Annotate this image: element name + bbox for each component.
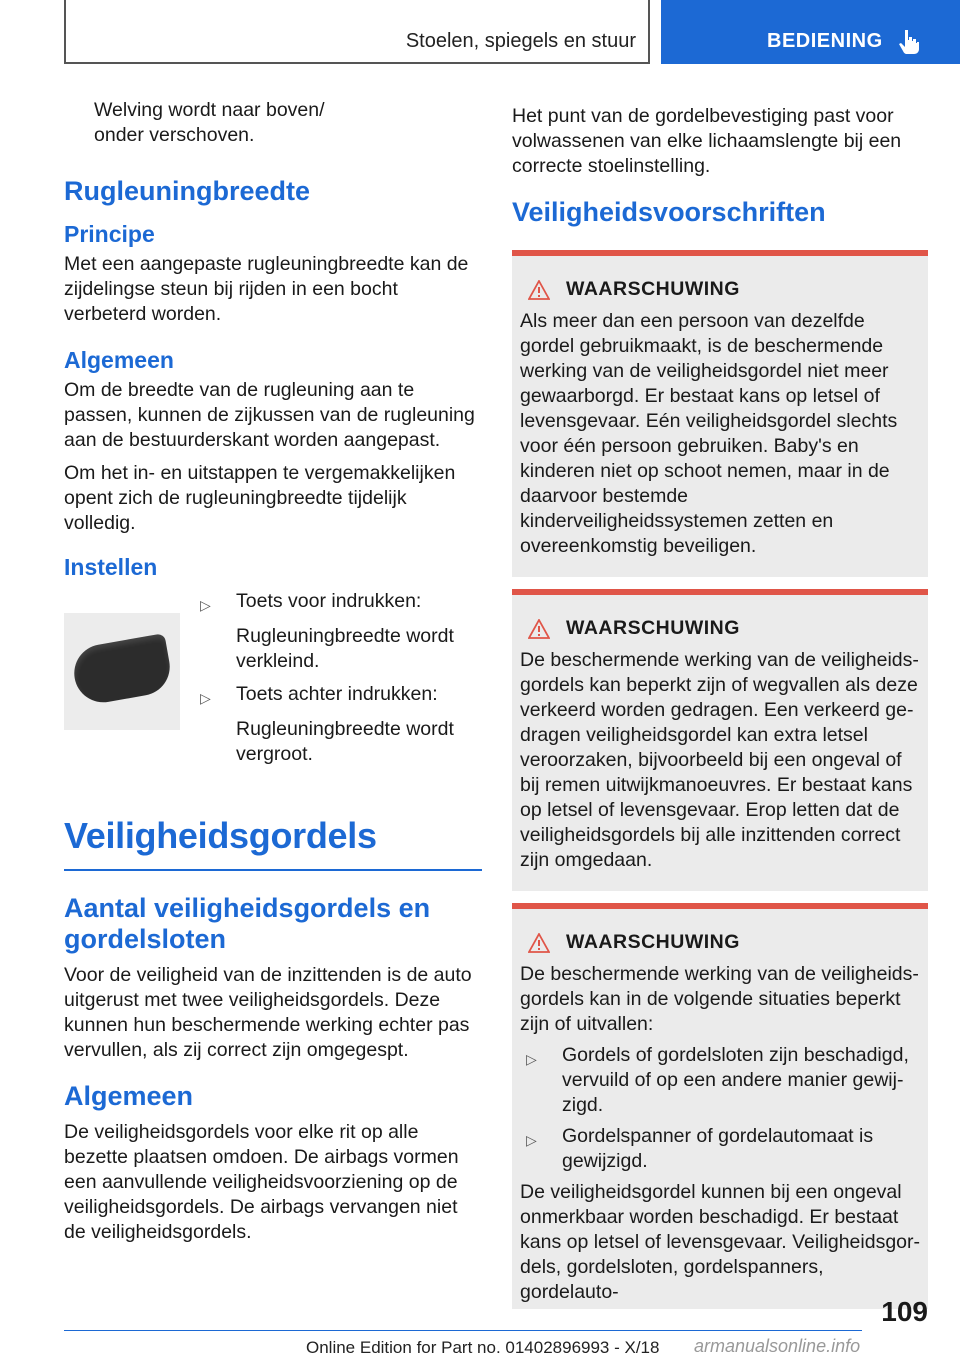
header-section-title: Stoelen, spiegels en stuur (405, 30, 636, 52)
heading-algemeen: Algemeen (64, 347, 174, 373)
triangle-bullet-icon: ▷ (526, 1132, 537, 1148)
instellen-block (64, 589, 482, 775)
heading-rugleuningbreedte: Rugleuningbreedte (64, 176, 311, 206)
list-item-sub: Rugleuningbreedte wordt vergroot. (236, 718, 454, 765)
list-item-text: Gordelspanner of gordelautomaat is gewijzigd. (562, 1125, 874, 1172)
seat-button-image (64, 613, 180, 730)
warning-triangle-icon (528, 280, 550, 300)
list-item (526, 1124, 920, 1174)
triangle-bullet-icon: ▷ (200, 690, 211, 706)
header-chapter-tab[interactable] (661, 0, 960, 64)
warning-triangle-icon (528, 933, 550, 953)
algemeen-2-text: De veiligheidsgordels voor elke rit op alle bezette plaatsen omdoen. De airbags vormen een aanvullende veiligheidsvoorziening op de veiligheidsgordels. De airbags vervangen niet de veiligheidsgordels. (64, 1121, 459, 1243)
list-item-text: Gordels of gordelsloten zijn beschadigd, vervuild of op een andere manier gewijzigd. (562, 1044, 909, 1116)
instellen-list (200, 589, 482, 775)
seat-button-shape (70, 633, 175, 707)
list-item-main: Toets voor indrukken: (236, 590, 422, 612)
algemeen-text-1: Om de breedte van de rugleuning aan te passen, kunnen de zijkussen van de rugleuning aan de bestuurderskant worden aangepast. (64, 379, 475, 451)
warning-box (512, 250, 928, 577)
footer-edition: Online Edition for Part no. 01402896993 - X/18 (306, 1338, 660, 1357)
heading-principe: Principe (64, 221, 155, 247)
list-item (200, 682, 482, 711)
heading-algemeen-2: Algemeen (64, 1081, 194, 1111)
right-column (512, 104, 928, 1321)
intro-text: Welving wordt naar boven/ onder verschoven. (94, 99, 325, 146)
section-divider (64, 863, 482, 871)
gordel-intro-text: Het punt van de gordelbevestiging past voor volwassenen van elke lichaamslengte bij een correcte stoelinstelling. (512, 105, 902, 177)
warning-box (512, 903, 928, 1309)
heading-instellen: Instellen (64, 554, 158, 580)
triangle-bullet-icon: ▷ (200, 597, 211, 613)
heading-aantal: Aantal veiligheidsgordels en gordelsloten (64, 893, 431, 954)
left-column (64, 98, 482, 1253)
warning-header (520, 278, 920, 301)
page-header (0, 0, 960, 64)
page-number: 109 (881, 1296, 928, 1327)
warning-title: WAARSCHUWING (566, 931, 740, 953)
header-section-box (64, 0, 650, 64)
list-item-sub: Rugleuningbreedte wordt verkleind. (236, 625, 454, 672)
list-item-main: Toets achter indrukken: (236, 683, 438, 705)
warning-text-after: De veiligheidsgordel kunnen bij een ongeval onmerkbaar worden beschadigd. Er bestaat kans op letsel of levensgevaar. Veiligheidsgordels, gordelsloten, gordelspanners, gordelauto- (520, 1181, 921, 1303)
list-item (526, 1043, 920, 1118)
footer-watermark: armanualsonline.info (694, 1336, 861, 1356)
hand-pointer-icon (897, 28, 921, 54)
algemeen-text-2: Om het in- en uitstappen te vergemakkelijken opent zich de rugleuningbreedte tijdelijk volledig. (64, 462, 456, 534)
warning-title: WAARSCHUWING (566, 278, 740, 300)
warning-header (520, 617, 920, 640)
principe-text: Met een aangepaste rugleuningbreedte kan de zijdelingse steun bij rijden in een bocht verbeterd worden. (64, 253, 469, 325)
warning-box (512, 589, 928, 891)
aantal-text: Voor de veiligheid van de inzittenden is de auto uitgerust met twee veiligheidsgordels. Deze kunnen hun beschermende werking echter pas vervullen, als zij correct zijn omgegespt. (64, 964, 472, 1061)
heading-veiligheidsvoorschriften: Veiligheidsvoorschriften (512, 197, 826, 227)
warning-text: De beschermende werking van de veiligheidsgordels kan beperkt zijn of wegvallen als deze verkeerd worden gedragen. Een verkeerd gedragen veiligheidsgordel kan extra letsel veroorzaken, bijvoorbeeld bij een ongeval of bij remen uitwijkmanoeuvres. Er bestaat kans op letsel of levensgevaar. Erop letten dat de veiligheidsgordels bij alle inzittenden correct zijn omgedaan. (520, 649, 919, 871)
warning-text: De beschermende werking van de veiligheidsgordels kan in de volgende situaties beperkt zijn of uitvallen: (520, 963, 919, 1035)
warning-title: WAARSCHUWING (566, 617, 740, 639)
list-item (200, 589, 482, 618)
triangle-bullet-icon: ▷ (526, 1051, 537, 1067)
warning-text: Als meer dan een persoon van dezelfde gordel gebruikmaakt, is de beschermende werking van de veiligheidsgordel niet meer gewaarborgd. Er bestaat kans op letsel of levensgevaar. Eén veiligheidsgordel slechts voor één persoon gebruiken. Baby's en kinderen niet op schoot nemen, maar in de daarvoor bestemde kinderveiligheidssystemen zetten en overeenkomstig beveiligen. (520, 310, 898, 557)
warning-triangle-icon (528, 619, 550, 639)
heading-veiligheidsgordels: Veiligheidsgordels (64, 815, 377, 856)
warning-header (520, 931, 920, 954)
header-tab-label: BEDIENING (767, 30, 883, 52)
footer-divider (64, 1330, 862, 1331)
